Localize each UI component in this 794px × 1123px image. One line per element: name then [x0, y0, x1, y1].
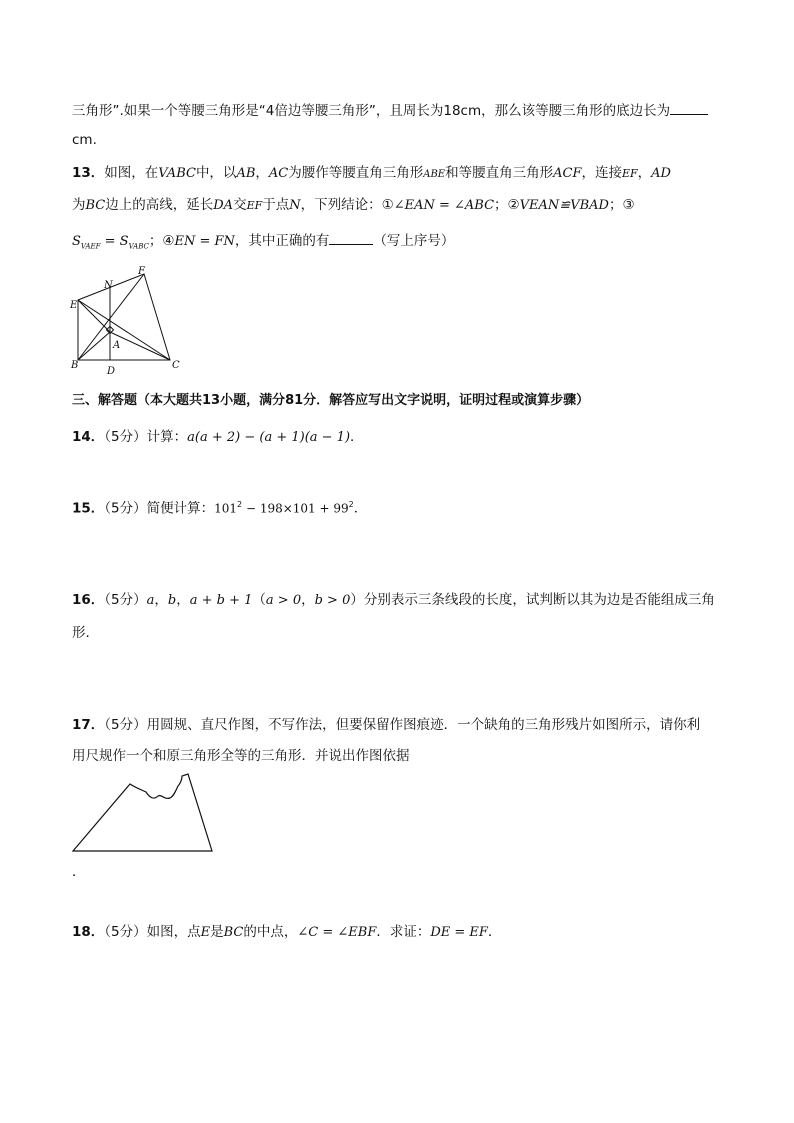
- q13-conclusion-3: S: [72, 234, 81, 249]
- q18-math: ∠C = ∠EBF: [297, 925, 377, 940]
- q13-math: EF: [246, 199, 263, 212]
- q18: [72, 922, 501, 943]
- q13-text: （写上序号）: [373, 233, 455, 249]
- q13-number: 13．: [72, 165, 105, 181]
- q13-text: ；③: [608, 197, 635, 213]
- q15-text: （5分）简便计算：: [104, 500, 215, 517]
- q18-math: E: [200, 925, 211, 940]
- q18-text: 的中点，: [243, 924, 298, 940]
- q13-subscript: VABC: [128, 242, 149, 251]
- q14-expression: a(a + 2) − (a + 1)(a − 1): [187, 430, 351, 445]
- segment-EA: [78, 300, 110, 332]
- q16-line2: [72, 623, 99, 643]
- label-A: A: [113, 340, 121, 351]
- q13-line2: [72, 195, 635, 216]
- q13-text: 交: [233, 197, 247, 213]
- q13-math: AD: [651, 166, 671, 181]
- label-D: D: [107, 366, 116, 376]
- q16-text: （5分）: [104, 592, 147, 608]
- q14-end: ．: [350, 429, 364, 445]
- q18-text: ．求证：: [376, 924, 431, 940]
- q13-text: ，: [637, 165, 652, 181]
- q13-math: AC: [268, 166, 289, 181]
- q15-expression: − 198×101 + 99: [242, 501, 349, 516]
- q16-math: a: [146, 593, 155, 608]
- q13-text: 如图，在: [104, 165, 159, 181]
- label-C: C: [172, 360, 180, 371]
- q12-text: 三角形”.如果一个等腰三角形是“4倍边等腰三角形”，且周长为18cm，那么该等腰三角形的底边长为: [72, 103, 671, 119]
- q13-text: ，下列结论：①: [300, 197, 394, 213]
- q16-math: a > 0: [265, 593, 302, 608]
- q13-text: ，连接: [581, 165, 622, 181]
- q17-number: 17．: [72, 717, 105, 733]
- q16-line1: [72, 590, 715, 611]
- segment-BA: [78, 332, 110, 360]
- q17-text: 用尺规作一个和原三角形全等的三角形．并说出作图依据: [72, 748, 410, 764]
- q14-text: （5分）计算：: [104, 429, 188, 445]
- q13-math: N: [289, 198, 301, 213]
- q14: [72, 427, 364, 448]
- q17-figure: [70, 772, 216, 856]
- q16-number: 16．: [72, 592, 105, 608]
- q18-math: DE = EF: [430, 925, 488, 940]
- q18-number: 18．: [72, 924, 105, 940]
- q18-text: 是: [210, 924, 224, 940]
- q16-text: 形．: [72, 625, 99, 641]
- q15-end: ．: [353, 500, 368, 517]
- q13-text: ，其中正确的有: [234, 233, 330, 249]
- q13-text: ，: [255, 165, 269, 181]
- q13-figure-outline: [78, 274, 170, 360]
- q12-answer-blank: [670, 100, 708, 115]
- label-E: E: [70, 300, 78, 311]
- q17-line1: [72, 715, 700, 735]
- q13-answer-blank: [329, 230, 373, 245]
- q13-line1: [72, 163, 671, 185]
- q17-dot: ．: [72, 864, 86, 880]
- q13-line3: [72, 230, 454, 257]
- q13-text: 为腰作等腰直角三角形: [288, 165, 424, 181]
- q13-math: BC: [85, 198, 106, 213]
- q16-math: a + b + 1: [189, 593, 253, 608]
- q13-math: ABE: [423, 169, 446, 180]
- q13-text: 中，以: [195, 165, 237, 181]
- q15-exponent: 2: [348, 500, 354, 509]
- q17-line2: [72, 746, 410, 766]
- q13-subscript: VAEF: [80, 242, 101, 251]
- label-F: F: [138, 266, 145, 277]
- label-N: N: [104, 280, 113, 291]
- q13-math: DA: [213, 198, 234, 213]
- q13-math: EF: [621, 167, 638, 180]
- q16-math: b: [167, 593, 177, 608]
- q15-expression: 101: [214, 501, 238, 516]
- q12-line1: [72, 100, 708, 121]
- q18-math: BC: [223, 925, 244, 940]
- section-3-title: 三、解答题（本大题共13小题，满分81分．解答应写出文字说明，证明过程或演算步骤）: [72, 393, 590, 408]
- broken-triangle: [73, 774, 212, 851]
- q16-text: ，: [176, 592, 190, 608]
- label-B: B: [71, 360, 79, 371]
- q13-math: ACF: [553, 166, 582, 181]
- q16-text: ）分别表示三条线段的长度，试判断以其为边是否能组成三角: [350, 592, 715, 608]
- q16-text: ，: [301, 592, 315, 608]
- q13-text: 边上的高线，延长: [105, 197, 214, 213]
- q13-text: ；④: [148, 233, 175, 249]
- q13-text: 和等腰直角三角形: [445, 165, 554, 181]
- q15-exponent: 2: [237, 500, 243, 509]
- q13-conclusion-1: ∠EAN = ∠ABC: [393, 198, 495, 213]
- q16-text: ，: [154, 592, 168, 608]
- q13-conclusion-4: EN = FN: [174, 234, 235, 249]
- q13-text: ；②: [494, 197, 520, 213]
- q12-unit: cm.: [72, 132, 97, 148]
- q15-number: 15．: [72, 500, 105, 517]
- segment-EC: [78, 300, 170, 360]
- q12-line2: [72, 130, 97, 150]
- q13-text: 于点: [262, 197, 290, 213]
- q14-number: 14．: [72, 429, 105, 445]
- q13-math: AB: [236, 166, 256, 181]
- q13-figure: [66, 266, 186, 376]
- q13-text: 为: [72, 197, 86, 213]
- q13-conclusion-2: VEAN≌VBAD: [519, 198, 609, 213]
- q13-math: VABC: [158, 166, 196, 181]
- q15: [72, 495, 367, 519]
- q18-end: ．: [487, 924, 502, 940]
- q13-math: = S: [100, 234, 129, 249]
- q18-text: （5分）如图，点: [104, 924, 201, 940]
- q16-text: （: [252, 592, 266, 608]
- section-3-heading: [72, 391, 589, 411]
- q17-dot-line: [72, 862, 86, 882]
- q17-text: （5分）用圆规、直尺作图，不写作法，但要保留作图痕迹．一个缺角的三角形残片如图所示，请你利: [104, 717, 701, 733]
- q16-math: b > 0: [314, 593, 351, 608]
